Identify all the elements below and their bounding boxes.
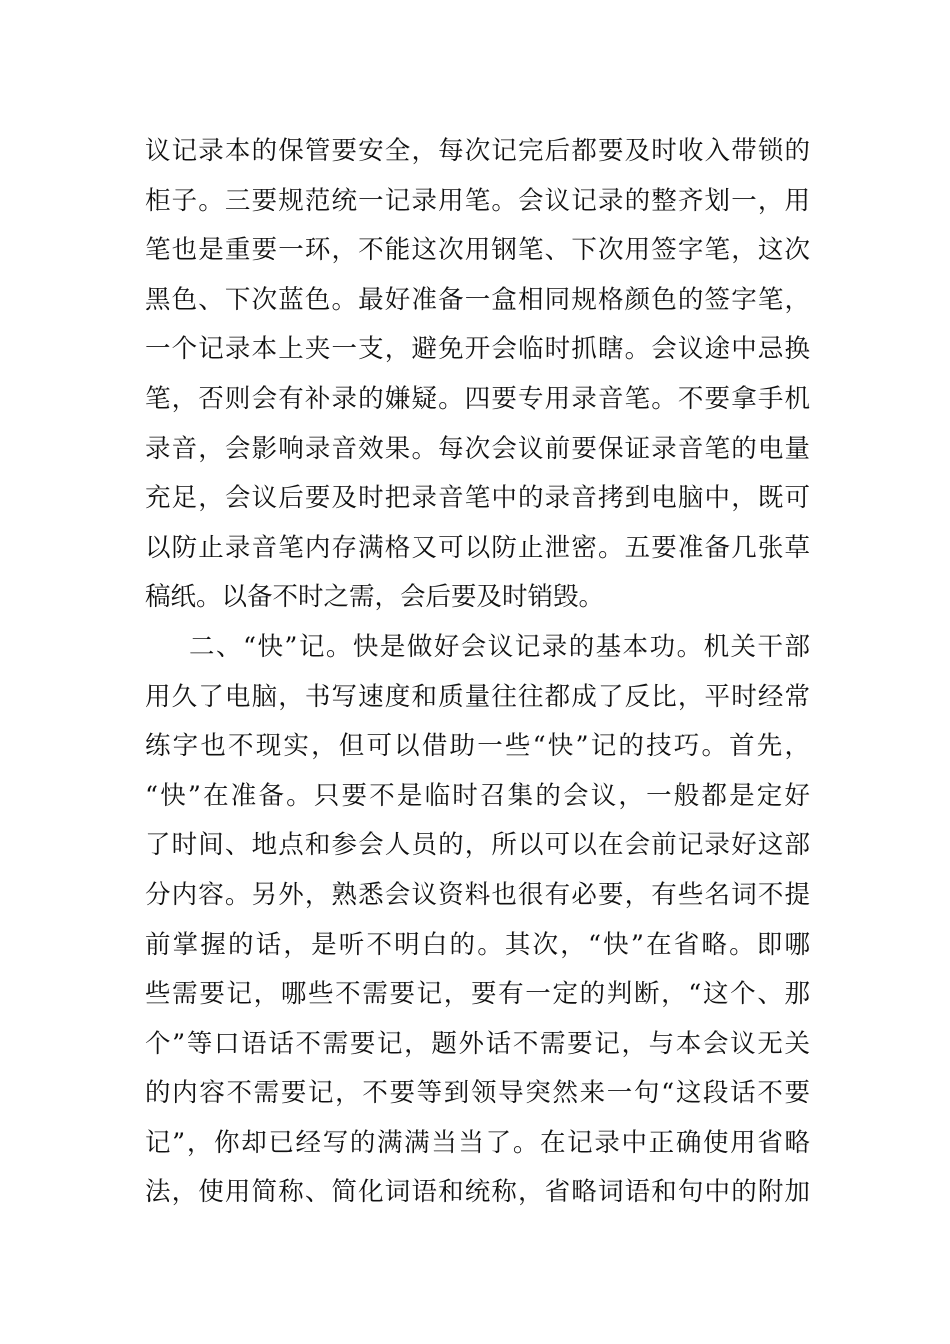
text-line: 稿纸。以备不时之需，会后要及时销毁。 xyxy=(145,582,605,613)
text-line: 黑色、下次蓝色。最好准备一盒相同规格颜色的签字笔， xyxy=(145,284,810,315)
text-line: “快”在准备。只要不是临时召集的会议，一般都是定好 xyxy=(145,780,810,811)
text-line: 记”，你却已经写的满满当当了。在记录中正确使用省略 xyxy=(145,1127,810,1158)
document-body-text xyxy=(145,127,810,1218)
text-line: 录音，会影响录音效果。每次会议前要保证录音笔的电量 xyxy=(145,433,810,464)
text-line: 柜子。三要规范统一记录用笔。会议记录的整齐划一，用 xyxy=(145,185,810,216)
text-line: 一个记录本上夹一支，避免开会临时抓瞎。会议途中忌换 xyxy=(145,334,810,365)
text-line: 用久了电脑，书写速度和质量往往都成了反比，平时经常 xyxy=(145,681,810,712)
text-line: 个”等口语话不需要记，题外话不需要记，与本会议无关 xyxy=(145,1028,810,1059)
text-line: 练字也不现实，但可以借助一些“快”记的技巧。首先， xyxy=(145,731,810,762)
text-line: 以防止录音笔内存满格又可以防止泄密。五要准备几张草 xyxy=(145,532,810,563)
text-line: 分内容。另外，熟悉会议资料也很有必要，有些名词不提 xyxy=(145,879,810,910)
paragraph-start-line: 二、“快”记。快是做好会议记录的基本功。机关干部 xyxy=(189,631,810,662)
text-line: 些需要记，哪些不需要记，要有一定的判断，“这个、那 xyxy=(145,979,810,1010)
text-line: 笔也是重要一环，不能这次用钢笔、下次用签字笔，这次 xyxy=(145,235,810,266)
text-line: 充足，会议后要及时把录音笔中的录音拷到电脑中，既可 xyxy=(145,483,810,514)
text-line: 法，使用简称、简化词语和统称，省略词语和句中的附加 xyxy=(145,1177,810,1208)
text-line: 笔，否则会有补录的嫌疑。四要专用录音笔。不要拿手机 xyxy=(145,383,810,414)
text-line: 的内容不需要记，不要等到领导突然来一句“这段话不要 xyxy=(145,1078,810,1109)
text-line: 前掌握的话，是听不明白的。其次，“快”在省略。即哪 xyxy=(145,929,810,960)
text-line: 了时间、地点和参会人员的，所以可以在会前记录好这部 xyxy=(145,830,810,861)
text-line: 议记录本的保管要安全，每次记完后都要及时收入带锁的 xyxy=(145,136,810,166)
